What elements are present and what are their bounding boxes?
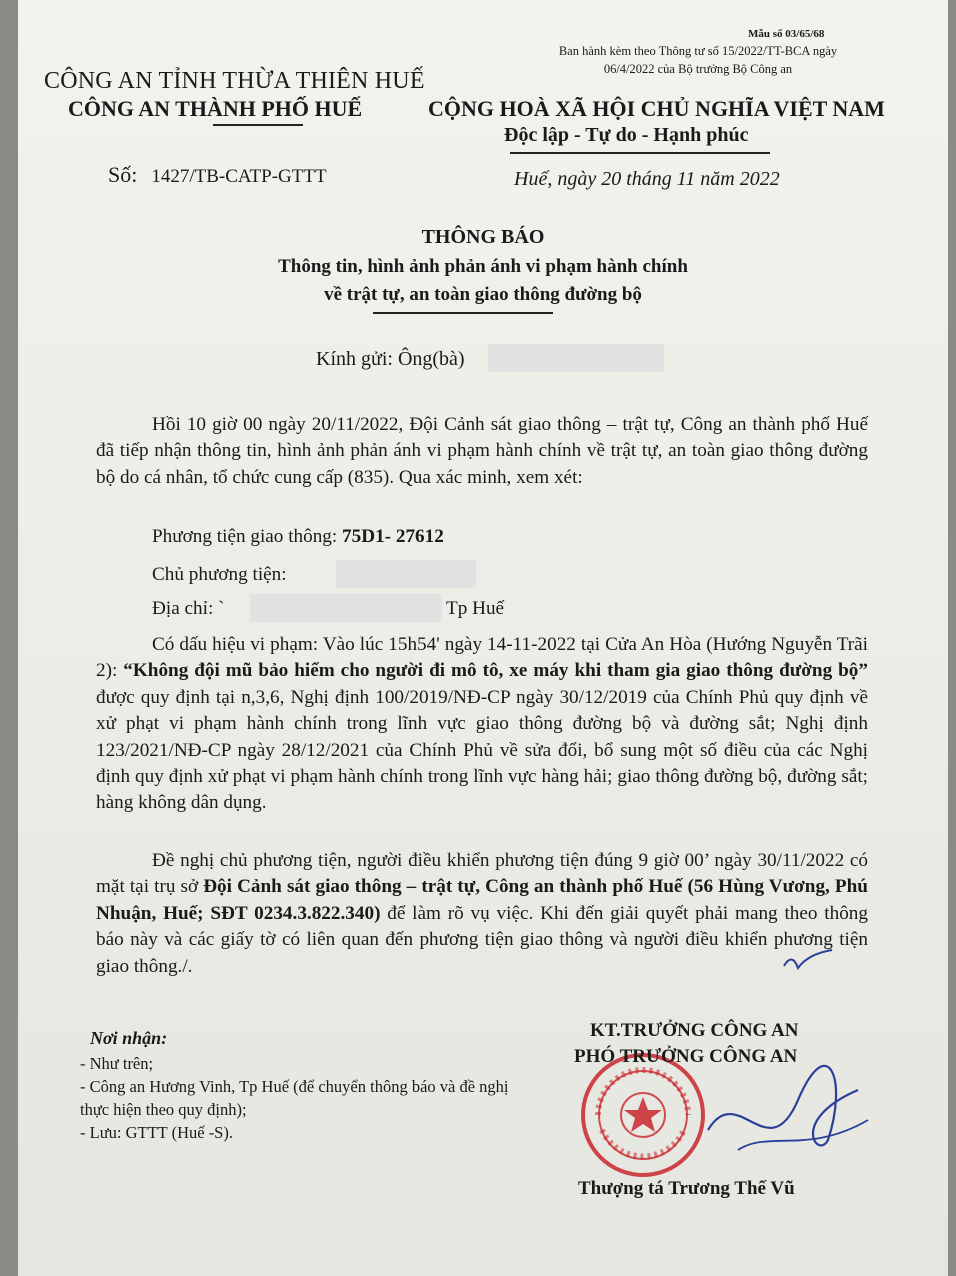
form-reference: Ban hành kèm theo Thông tư số 15/2022/TT-BCA ngày 06/4/2022 của Bộ trưởng Bộ Công an [558,44,838,76]
owner-label: Chủ phương tiện: [152,564,287,585]
agency-parent: CÔNG AN TỈNH THỪA THIÊN HUẾ [44,68,425,94]
document-number [108,162,327,188]
violation-paragraph [96,632,868,817]
request-details: để làm rõ vụ việc. Khi đến giải quyết phải mang theo thông báo này và các giấy tờ có liên quan đến phương tiện giao thông và người điều khiển phương tiện giao thông./. [96,902,868,977]
motto-underline [510,152,770,154]
vehicle-field [152,526,444,548]
document-number-label: Số: [108,162,138,187]
national-motto: Độc lập - Tự do - Hạnh phúc [504,124,749,146]
document-subtitle-1: Thông tin, hình ảnh phản ánh vi phạm hành chính [278,256,688,277]
owner-field [152,564,287,586]
vehicle-label: Phương tiện giao thông: [152,526,338,547]
address-city: Tp Huế [446,598,505,619]
signature-icon [678,1060,888,1180]
greeting: Kính gửi: Ông(bà) [316,348,465,370]
signature-title-1: KT.TRƯỞNG CÔNG AN [590,1020,799,1041]
request-intro: Đề nghị chủ phương tiện, người điều khiển phương tiện đúng 9 giờ 00’ ngày 30/11/2022 có mặt tại trụ sở [96,850,868,898]
redacted-address [250,594,442,622]
agency-name: CÔNG AN THÀNH PHỐ HUẾ [68,96,363,121]
redacted-recipient-name [488,344,664,372]
check-mark-icon [778,946,838,976]
subtitle-underline [373,312,553,314]
redacted-owner-name [336,560,476,588]
document-title: THÔNG BÁO [421,226,545,248]
violation-description: “Không đội mũ bảo hiểm cho người đi mô tô, xe máy khi tham gia giao thông đường bộ” [123,660,868,682]
signature-title-2: PHÓ TRƯỞNG CÔNG AN [574,1046,798,1067]
intro-paragraph [96,412,868,491]
document-sheet [18,0,948,1276]
recipient-item: - Lưu: GTTT (Huế -S). [80,1123,233,1142]
document-number-value: 1427/TB-CATP-GTTT [151,166,327,187]
vehicle-plate: 75D1- 27612 [342,526,444,547]
nation-title: CỘNG HOÀ XÃ HỘI CHỦ NGHĨA VIỆT NAM [428,96,885,121]
recipient-item: - Công an Hương Vinh, Tp Huế (để chuyển thông báo và đề nghị thực hiện theo quy định); [80,1077,509,1119]
violation-intro: Có dấu hiệu vi phạm: Vào lúc 15h54' ngày 14-11-2022 tại Cửa An Hòa (Hướng Nguyễn Trãi 2): [96,634,868,682]
recipient-item: - Như trên; [80,1054,154,1073]
request-paragraph [96,848,868,980]
address-mark: ` [218,598,225,619]
place-date: Huế, ngày 20 tháng 11 năm 2022 [514,168,780,190]
document-subtitle-2: về trật tự, an toàn giao thông đường bộ [324,284,642,305]
violation-legal-basis: được quy định tại n,3,6, Nghị định 100/2019/NĐ-CP ngày 30/12/2019 của Chính Phủ quy định về xử phạt vi phạm hành chính trong lĩnh vực giao thông đường bộ và đường sắt; Nghị định 123/2021/NĐ-CP ngày 28/12/2021 của Chính Phủ về sửa đổi, bổ sung một số điều của các Nghị định quy định xử phạt vi phạm hành chính trong lĩnh vực hàng hải; giao thông đường bộ, đường sắt; hàng không dân dụng. [96,686,868,814]
address-label: Địa chỉ: [152,598,214,619]
recipients-title: Nơi nhận: [90,1028,168,1048]
agency-underline [213,124,303,126]
request-location: Đội Cảnh sát giao thông – trật tự, Công an thành phố Huế (56 Hùng Vương, Phú Nhuận, Huế; SĐT 0234.3.822.340) [96,876,868,924]
intro-text: Hồi 10 giờ 00 ngày 20/11/2022, Đội Cảnh sát giao thông – trật tự, Công an thành phố Huế đã tiếp nhận thông tin, hình ảnh phản ánh vi phạm hành chính về trật tự, an toàn giao thông đường bộ do cá nhân, tổ chức cung cấp (835). Qua xác minh, xem xét: [96,414,868,488]
form-number: Mẫu số 03/65/68 [748,28,825,40]
signer-name: Thượng tá Trương Thế Vũ [578,1178,795,1199]
address-field [152,598,224,620]
